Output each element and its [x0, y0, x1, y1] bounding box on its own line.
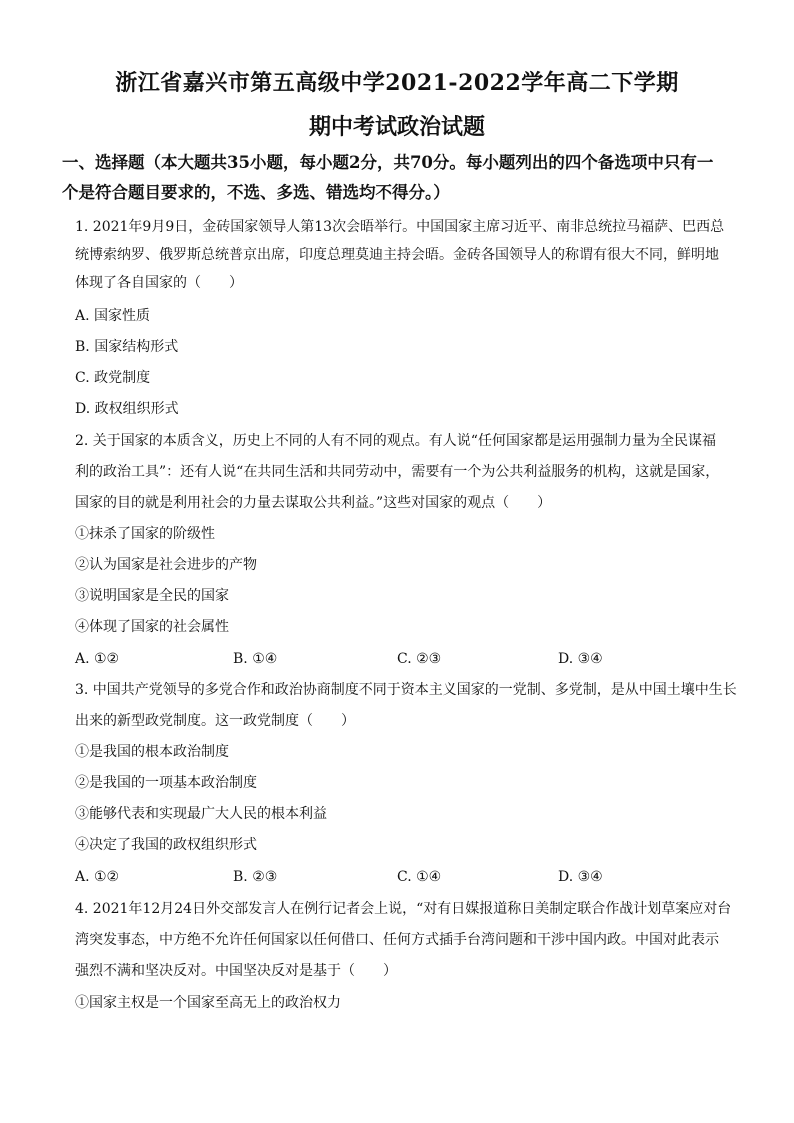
q3-choice-a: A. ①②	[75, 869, 120, 885]
exam-subtitle: 期中考试政治试题	[308, 114, 485, 140]
q2-item-3: ③说明国家是全民的国家	[75, 588, 229, 604]
q2-stem-line: 2. 关于国家的本质含义，历史上不同的人有不同的观点。有人说“任何国家都是运用强制力量为全民谋福	[75, 433, 716, 449]
q3-choice-b: B. ②③	[233, 869, 278, 885]
q2-choice-c: C. ②③	[397, 651, 442, 667]
q2-choice-b: B. ①④	[233, 651, 278, 667]
q3-item-4: ④决定了我国的政权组织形式	[75, 837, 257, 853]
q2-item-1: ①抹杀了国家的阶级性	[75, 526, 215, 542]
q4-stem-line: 湾突发事态，中方绝不允许任何国家以任何借口、任何方式插手台湾问题和干涉中国内政。中国对此表示	[75, 932, 719, 948]
q1-stem-line: 统博索纳罗、俄罗斯总统普京出席，印度总理莫迪主持会晤。金砖各国领导人的称谓有很大不同，鲜明地	[75, 247, 719, 263]
section-heading-line: 个是符合题目要求的，不选、多选、错选均不得分。）	[62, 183, 450, 202]
q1-option-b: B. 国家结构形式	[75, 339, 179, 355]
q1-option-a: A. 国家性质	[75, 308, 151, 324]
q3-stem-line: 3. 中国共产党领导的多党合作和政治协商制度不同于资本主义国家的一党制、多党制，是从中国土壤中生长	[75, 682, 737, 698]
q1-option-d: D. 政权组织形式	[75, 401, 179, 417]
q3-choice-d: D. ③④	[558, 869, 603, 885]
q4-stem-line: 强烈不满和坚决反对。中国坚决反对是基于（ ）	[75, 963, 397, 979]
q3-item-2: ②是我国的一项基本政治制度	[75, 775, 257, 791]
q1-option-c: C. 政党制度	[75, 370, 151, 386]
q2-choice-a: A. ①②	[75, 651, 120, 667]
q3-item-3: ③能够代表和实现最广大人民的根本利益	[75, 806, 327, 822]
q4-stem-line: 4. 2021年12月24日外交部发言人在例行记者会上说，“对有日媒报道称日美制定联合作战计划草案应对台	[75, 901, 732, 917]
q1-stem-line: 体现了各自国家的（ ）	[75, 275, 243, 291]
q3-choice-c: C. ①④	[397, 869, 442, 885]
section-heading	[62, 148, 738, 208]
q2-choice-d: D. ③④	[558, 651, 603, 667]
q1-stem-line: 1. 2021年9月9日，金砖国家领导人第13次会晤举行。中国国家主席习近平、南非总统拉马福萨、巴西总	[75, 219, 725, 235]
q2-item-4: ④体现了国家的社会属性	[75, 619, 229, 635]
q4-item-1: ①国家主权是一个国家至高无上的政治权力	[75, 995, 341, 1011]
q2-stem-line: 利的政治工具”：还有人说“在共同生活和共同劳动中，需要有一个为公共利益服务的机构，这就是国家，	[75, 464, 720, 480]
q3-item-1: ①是我国的根本政治制度	[75, 744, 229, 760]
q3-stem-line: 出来的新型政党制度。这一政党制度（ ）	[75, 713, 355, 729]
q2-item-2: ②认为国家是社会进步的产物	[75, 557, 257, 573]
exam-title: 浙江省嘉兴市第五高级中学2021-2022学年高二下学期	[115, 70, 679, 96]
section-heading-line: 一、选择题（本大题共35小题，每小题2分，共70分。每小题列出的四个备选项中只有一	[62, 153, 714, 172]
q2-stem-line: 国家的目的就是利用社会的力量去谋取公共利益。”这些对国家的观点（ ）	[75, 495, 552, 511]
